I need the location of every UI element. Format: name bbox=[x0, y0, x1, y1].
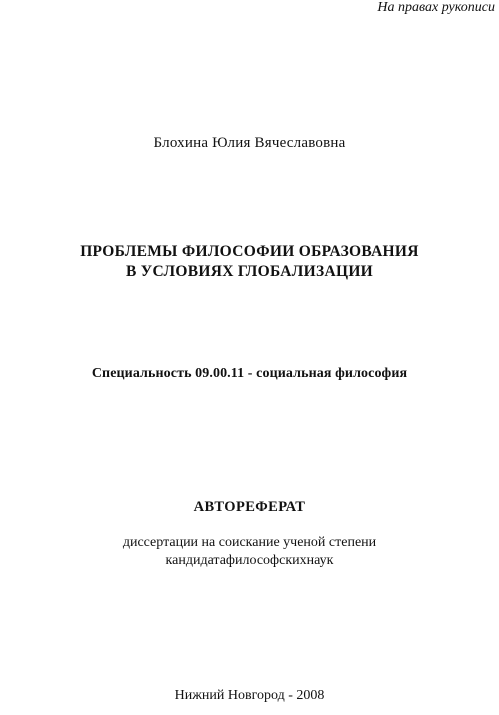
description-line-2: кандидатафилософскихнаук bbox=[165, 553, 334, 568]
title-line-1: ПРОБЛЕМЫ ФИЛОСОФИИ ОБРАЗОВАНИЯ bbox=[80, 243, 419, 260]
title-line-2: В УСЛОВИЯХ ГЛОБАЛИЗАЦИИ bbox=[125, 263, 374, 280]
rights-note: На правах рукописи bbox=[377, 0, 495, 15]
author-name: Блохина Юлия Вячеславовна bbox=[153, 135, 346, 151]
description-line-1: диссертации на соискание ученой степени bbox=[122, 535, 377, 550]
specialty-line: Специальность 09.00.11 - социальная философия bbox=[91, 366, 408, 381]
place-year: Нижний Новгород - 2008 bbox=[174, 688, 325, 703]
document-description bbox=[0, 534, 499, 570]
document-type: АВТОРЕФЕРАТ bbox=[193, 499, 306, 515]
dissertation-title bbox=[0, 242, 499, 282]
